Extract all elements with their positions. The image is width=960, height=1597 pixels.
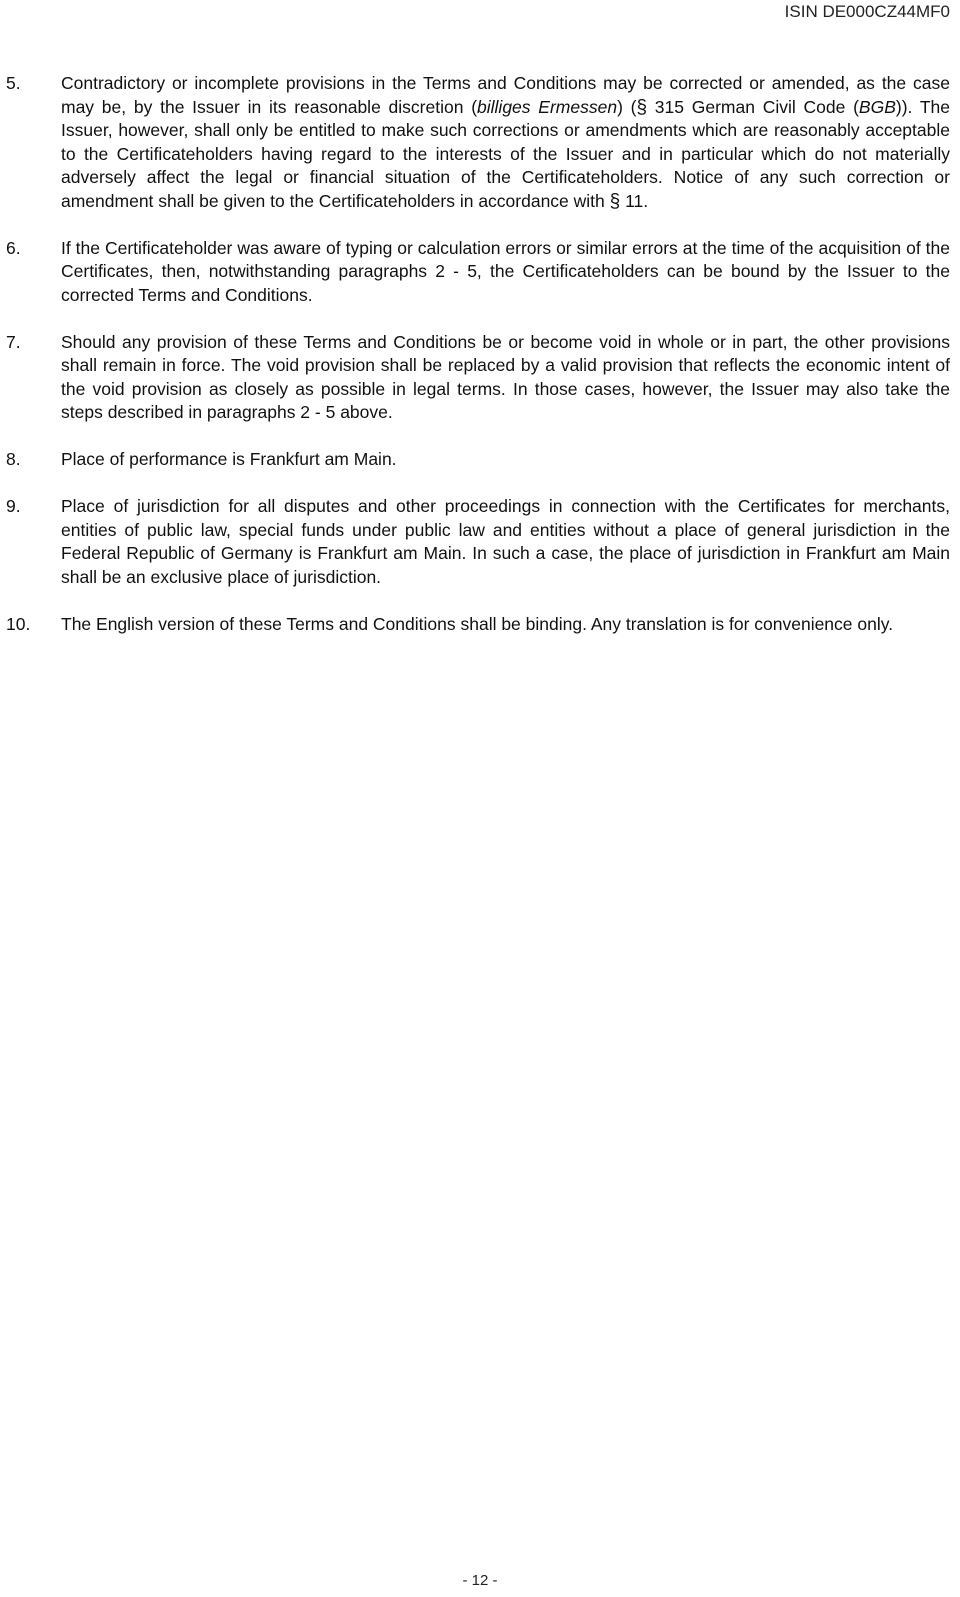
section-sign: § (609, 190, 621, 212)
clause-text (61, 72, 950, 213)
clause-number: 7. (6, 331, 21, 352)
text-run: Should any provision of these Terms and Conditions be or become void in whole or in part, the other provisions shall remain in force. The void provision shall be replaced by a valid provision that reflects the economic intent of the void provision as closely as possible in legal terms. In those cases, however, the Issuer may also take the steps described in paragraphs 2 - 5 above. (61, 331, 950, 422)
clause-10 (6, 613, 950, 637)
text-run: )). The Issuer, however, shall only be entitled to make such corrections or amendments which are reasonably acceptable to the Certificateholders having regard to the interests of the Issuer and in particular which do not materially adversely affect the legal or financial situation of the Certificateholders. Notice of any such correction or amendment shall be given to the Certificateholders in accordance with (61, 96, 950, 211)
clause-number: 9. (6, 496, 21, 516)
clause-number: 5. (6, 73, 21, 93)
clause-6 (6, 237, 950, 308)
clause-text (61, 331, 950, 425)
document-isin-header: ISIN DE000CZ44MF0 (784, 2, 950, 21)
clause-5 (6, 72, 950, 213)
clause-number: 6. (6, 237, 21, 258)
text-run: If the Certificateholder was aware of typing or calculation errors or similar errors at the time of the acquisition of the Certificates, then, notwithstanding paragraphs 2 - 5, the Certificateholders can be bound by the Issuer to the corrected Terms and Conditions. (61, 237, 950, 305)
text-run: Place of performance is Frankfurt am Main. (61, 449, 397, 469)
clause-text (61, 613, 950, 637)
text-run: Place of jurisdiction for all disputes and other proceedings in connection with the Certificates for merchants, entities of public law, special funds under public law and entities without a place of general jurisdiction in the Federal Republic of Germany is Frankfurt am Main. In such a case, the place of jurisdiction in Frankfurt am Main shall be an exclusive place of jurisdiction. (61, 496, 950, 587)
clause-number: 10. (6, 613, 31, 634)
page-number: - 12 - (462, 1572, 498, 1589)
section-sign: § (636, 96, 648, 118)
text-run: 315 German Civil Code ( (647, 96, 859, 117)
italic-term: BGB (858, 96, 896, 117)
clause-text (61, 448, 950, 472)
text-run: 11. (620, 190, 649, 211)
text-run: The English version of these Terms and Conditions shall be binding. Any translation is for convenience only. (61, 613, 894, 634)
clause-text (61, 237, 950, 308)
clause-7 (6, 331, 950, 425)
clause-8 (6, 448, 950, 472)
text-run: Contradictory or incomplete provisions in the Terms and Conditions may be corrected or amended, as the case may be, by the Issuer in its reasonable discretion ( (61, 73, 950, 117)
clause-text (61, 495, 950, 589)
clause-9 (6, 495, 950, 589)
terms-clauses (6, 72, 950, 660)
clause-number: 8. (6, 449, 21, 469)
italic-term: billiges Ermessen (477, 96, 618, 117)
text-run: ) ( (617, 96, 637, 117)
